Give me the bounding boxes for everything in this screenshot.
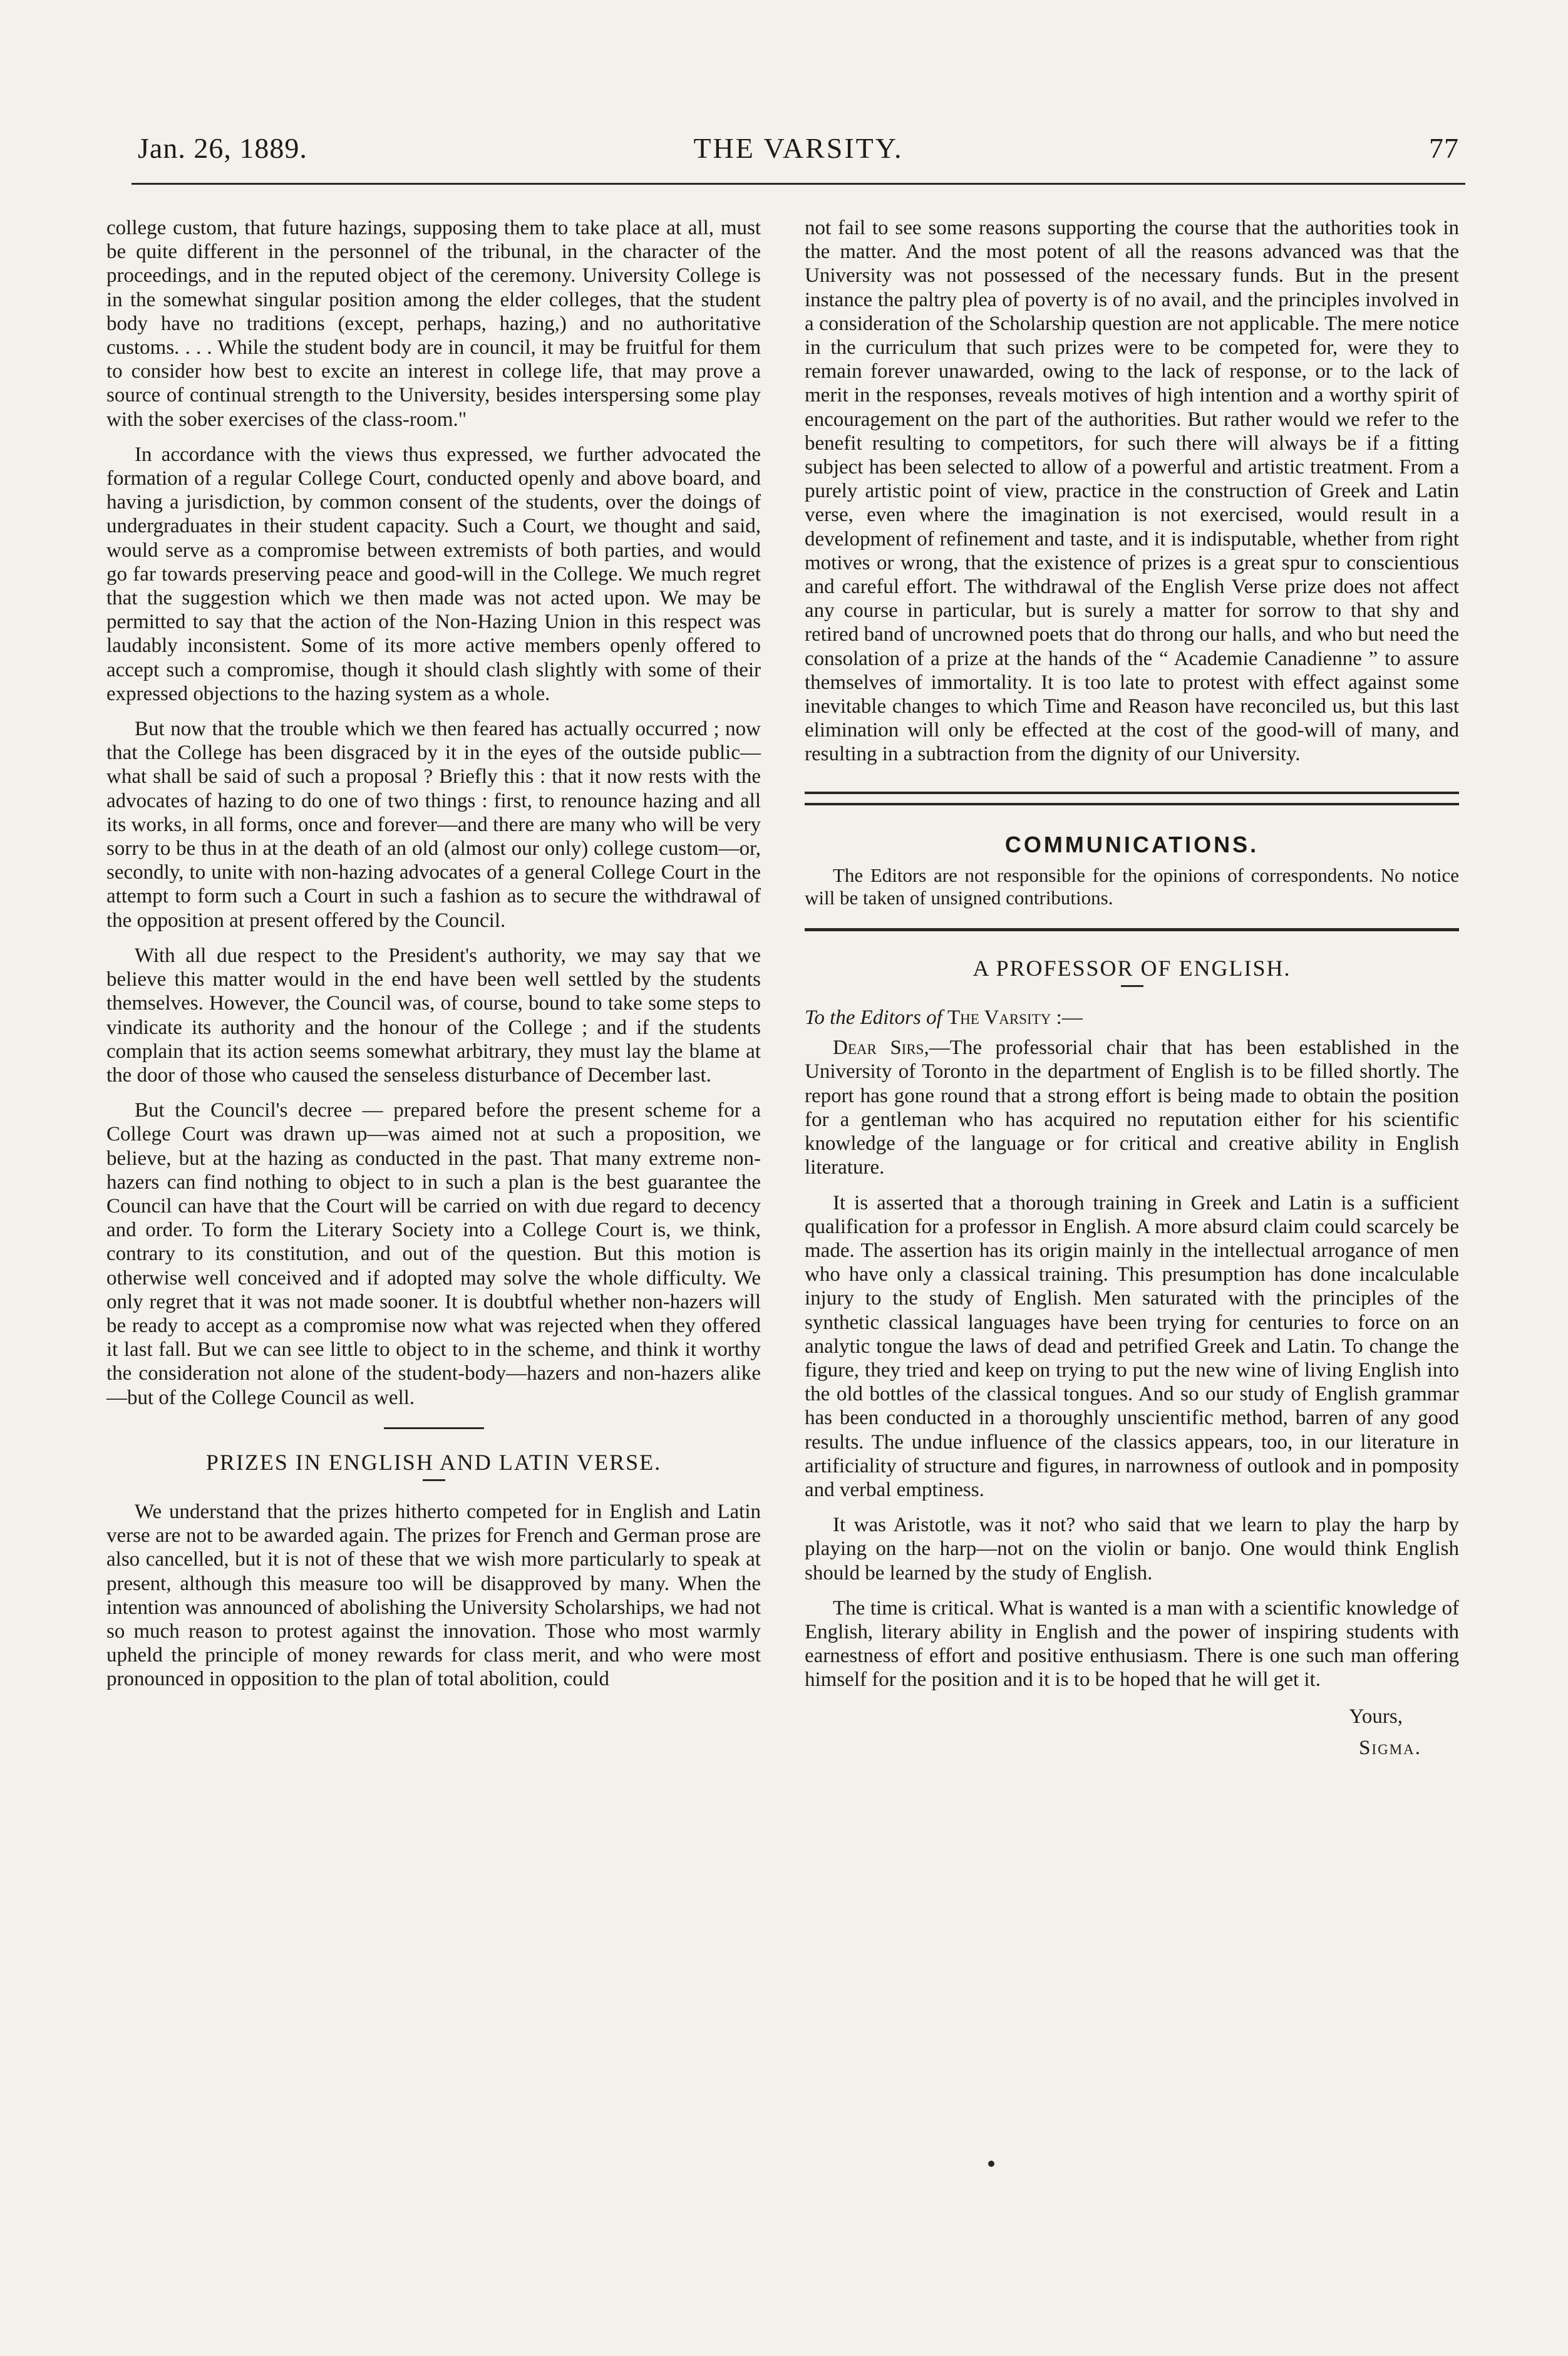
letter-paragraph: It is asserted that a thorough training in Greek and Latin is a sufficient qualification for a professor in English. A more absurd claim could scarcely be made. The assertion has its origin mainly in the intellectual arrogance of men who have only a classical training. This presumption has done incalculable injury to the study of English. Men saturated with the principles of the synthetic classical languages have been trying for centuries to force on an analytic tongue the laws of dead and petrified Greek and Latin. To change the figure, they tried and keep on trying to put the new wine of living English into the old bottles of the classical tongues. And so our study of English grammar has been conducted in a thoroughly unscientific method, barren of any good results. The undue influence of the classics appears, too, in our literature in artificiality of structure and figures, in narrowness of outlook and in pomposity and verbal emptiness. <box>805 1191 1459 1501</box>
editorial-paragraph: But now that the trouble which we then feared has actually occurred ; now that the College has been disgraced by it in the eyes of the outside public—what shall be said of such a proposal ? Briefly this : that it now rests with the advocates of hazing to do one of two things : first, to renounce hazing and all its works, in all forms, once and forever—and there are many who will be very sorry to be thus in at the death of an old (almost our only) college custom—or, secondly, to unite with non-hazing advocates of a general College Court in the attempt to form such a Court in such a fashion as to secure the withdrawal of the opposition at present offered by the Council. <box>106 718 761 932</box>
prizes-paragraph: We understand that the prizes hitherto competed for in English and Latin verse are not to be awarded again. The prizes for French and German prose are also cancelled, but it is not of these that we wish more particularly to speak at present, although this measure too will be disapproved by many. When the intention was announced of abolishing the University Scholarships, we had not so much reason to protest against the innovation. Those who most warmly upheld the principle of money rewards for class merit, and who were most pronounced in opposition to the plan of total abolition, could <box>106 1500 761 1691</box>
prizes-heading: PRIZES IN ENGLISH AND LATIN VERSE. <box>205 1449 662 1475</box>
letter-heading: A PROFESSOR OF ENGLISH. <box>972 955 1291 981</box>
letter-paragraph-text: —The professorial chair that has been established in the University of Toronto in the department of English is to be filled shortly. The report has gone round that a strong effort is being made to obtain the position for a gentleman who has acquired no reputation either for his scientific knowledge of the language or for critical and creative ability in English literature. <box>805 1036 1460 1179</box>
letter-opening: Dear Sirs, <box>833 1036 929 1060</box>
editorial-paragraph: But the Council's decree — prepared before the present scheme for a College Court was drawn up—was aimed not at such a proposition, we believe, but at the hazing as conducted in the past. That many extreme non-hazers can find nothing to object to in such a plan is the best guarantee the Council can have that the Court will be carried on with due regard to decency and order. To form the Literary Society into a College Court is, we think, contrary to its constitution, and out of the question. But this motion is otherwise well conceived and if adopted may solve the whole difficulty. We only regret that it was not made sooner. It is doubtful whether non-hazers will be ready to accept as a compromise now what was rejected when they offered it last fall. But we can see little to object to in the scheme, and think it worthy the consideration not alone of the student-body—hazers and non-hazers alike—but of the College Council as well. <box>106 1099 761 1409</box>
prizes-continuation: not fail to see some reasons supporting the course that the authorities took in the matter. And the most potent of all the reasons advanced was that the University was not possessed of the necessary funds. But in the present instance the paltry plea of poverty is of no avail, and the principles involved in a consideration of the Scholarship question are not applicable. The mere notice in the curriculum that such prizes were to be competed for, were they to remain forever unawarded, owing to the lack of response, or to the lack of merit in the responses, reveals motives of high intention and a worthy spirit of encouragement on the part of the authorities. But rather would we refer to the benefit resulting to competitors, for such there will always be if a fitting subject has been selected to allow of a powerful and artistic treatment. From a purely artistic point of view, practice in the construction of Greek and Latin verse, even where the imagination is not exercised, would result in a development of refinement and taste, and it is indisputable, whether from right motives or wrong, that the existence of prizes is a great spur to conscientious and careful effort. The withdrawal of the English Verse prize does not affect any course in particular, but is surely a matter for sorrow to that shy and retired band of uncrowned poets that do throng our halls, and who but need the consolation of a prize at the hands of the “ Academie Canadienne ” to assure themselves of immortality. It is too late to protest with effect against some inevitable changes to which Time and Reason have reconciled us, but this last elimination will only be effected at the cost of the good-will of many, and resulting in a subtraction from the dignity of our University. <box>805 217 1459 766</box>
page-number: 77 <box>1429 132 1459 164</box>
editors-disclaimer: The Editors are not responsible for the opinions of correspondents. No notice will be taken of unsigned contributions. <box>805 864 1459 909</box>
letter-signature: Sigma. <box>1359 1736 1421 1759</box>
right-column <box>805 216 1459 1760</box>
section-divider <box>384 1427 484 1429</box>
publication-title: THE VARSITY. <box>693 132 904 164</box>
editorial-paragraph: college custom, that future hazings, supposing them to take place at all, must be quite different in the personnel of the tribunal, in the character of the proceedings, and in the reputed object of the ceremony. University College is in the somewhat singular position among the elder colleges, that the student body have no traditions (except, perhaps, hazing,) and no authoritative customs. . . . While the student body are in council, it may be fruitful for them to consider how best to excite an interest in college life, that may prove a source of continual strength to the University, besides interspersing some play with the sober exercises of the class-room." <box>106 217 761 431</box>
letter-closing: Yours, <box>1349 1705 1403 1728</box>
communications-heading: COMMUNICATIONS. <box>1004 831 1259 857</box>
heading-dash <box>1121 985 1143 987</box>
letter-paragraph <box>805 1036 1459 1179</box>
salutation-suffix: :— <box>1051 1006 1083 1030</box>
ink-dot <box>988 2161 994 2167</box>
salutation-prefix: To the Editors of <box>805 1006 942 1030</box>
header-rule <box>132 183 1465 185</box>
letter-paragraph: The time is critical. What is wanted is a man with a scientific knowledge of English, literary ability in English and the power of inspiring students with earnestness of effort and positive enthusiasm. There is one such man offering himself for the position and it is to be hoped that he will get it. <box>805 1596 1459 1692</box>
editorial-paragraph: With all due respect to the President's authority, we may say that we believe this matter would in the end have been well settled by the students themselves. However, the Council was, of course, bound to take some steps to vindicate its authority and the honour of the College ; and if the students complain that its action seems somewhat arbitrary, they must lay the blame at the door of those who caused the senseless disturbance of December last. <box>106 944 761 1087</box>
heading-dash <box>423 1479 445 1481</box>
communications-rule <box>805 928 1459 931</box>
left-column <box>106 216 761 1703</box>
double-rule <box>805 792 1459 805</box>
editorial-paragraph: In accordance with the views thus expressed, we further advocated the formation of a regular College Court, conducted openly and above board, and having a jurisdiction, by common consent of the students, over the doings of undergraduates in their student capacity. Such a Court, we thought and said, would serve as a compromise between extremists of both parties, and would go far towards preserving peace and good-will in the College. We much regret that the suggestion which we then made was not acted upon. We may be permitted to say that the action of the Non-Hazing Union in this respect was laudably inconsistent. Some of its more active members openly offered to accept such a compromise, though it should clash slightly with some of their expressed objections to the hazing system as a whole. <box>106 443 761 705</box>
issue-date: Jan. 26, 1889. <box>138 132 307 164</box>
salutation-paper: The Varsity <box>947 1006 1051 1030</box>
letter-paragraph: It was Aristotle, was it not? who said that we learn to play the harp by playing on the harp—not on the violin or banjo. One would think English should be learned by the study of English. <box>805 1514 1459 1584</box>
page-header <box>132 128 1465 172</box>
letter-salutation <box>805 1006 1459 1030</box>
